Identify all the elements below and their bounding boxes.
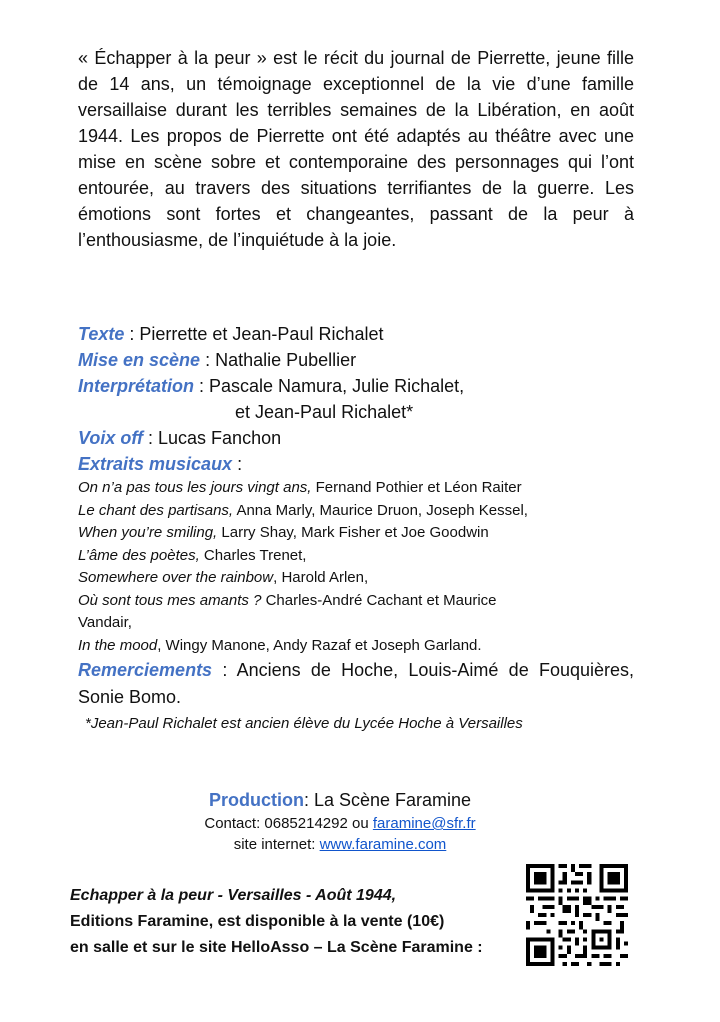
footnote: *Jean-Paul Richalet est ancien élève du Lycée Hoche à Versailles (85, 715, 523, 732)
credit-text (78, 321, 634, 347)
music-authors: , Wingy Manone, Andy Razaf et Joseph Garland. (157, 636, 482, 654)
credit-thanks (78, 657, 634, 711)
music-title: In the mood (78, 636, 158, 654)
email-link[interactable]: faramine@sfr.fr (372, 815, 476, 832)
contact-text: Contact: 0685214292 ou (204, 815, 373, 832)
production-value: : La Scène Faramine (303, 790, 472, 810)
music-item (78, 612, 634, 635)
credit-thanks-value: : Anciens de Hoche, Louis-Aimé de Fouquières, Sonie Bomo. (78, 660, 634, 707)
music-title: Où sont tous mes amants ? (78, 591, 262, 609)
credit-thanks-label: Remerciements (78, 660, 213, 680)
credit-music (78, 451, 634, 477)
credit-staging-value: : Nathalie Pubellier (200, 350, 357, 370)
production-block (0, 787, 680, 855)
credit-cast-continued: et Jean-Paul Richalet* (235, 402, 414, 422)
music-title: When you’re smiling, (78, 524, 218, 541)
site-text: site internet: (233, 836, 320, 853)
music-item (78, 522, 634, 545)
music-authors: , Harold Arlen, (273, 569, 369, 586)
credit-cast-label: Interprétation (78, 376, 195, 396)
credit-text-label: Texte (78, 324, 125, 344)
credit-cast-value: : Pascale Namura, Julie Richalet, (194, 376, 465, 396)
music-authors: Larry Shay, Mark Fisher et Joe Goodwin (217, 524, 489, 541)
credit-music-label: Extraits musicaux (78, 454, 233, 474)
book-line-3: en salle et sur le site HelloAsso – La Scène Faramine : (70, 939, 483, 956)
music-item (78, 567, 634, 590)
qr-code-icon[interactable] (526, 864, 628, 966)
production-title (0, 787, 680, 813)
credit-staging (78, 347, 634, 373)
book-title (70, 883, 530, 909)
music-authors: Charles-André Cachant et Maurice (261, 591, 497, 609)
credit-voice-label: Voix off (78, 428, 144, 448)
music-authors: Charles Trenet, (199, 546, 307, 564)
production-label: Production (208, 790, 304, 810)
music-list (78, 477, 634, 657)
production-site (0, 834, 680, 855)
intro-paragraph: « Échapper à la peur » est le récit du journal de Pierrette, jeune fille de 14 ans, un témoignage exceptionnel de la vie d’une famille versaillaise durant les terribles semaines de la Libération, en août 1944. Les propos de Pierrette ont été adaptés au théâtre avec une mise en scène sobre et contemporaine des personnages qui l’ont entourée, au travers des situations terrifiantes de la guerre. Les émotions sont fortes et changeantes, passant de la peur à l’enthousiasme, de l’inquiétude à la joie. (78, 48, 634, 250)
music-authors: Anna Marly, Maurice Druon, Joseph Kessel, (233, 501, 528, 519)
credit-voice (78, 425, 634, 451)
music-title: Somewhere over the rainbow (78, 569, 274, 586)
music-item (78, 545, 634, 568)
book-line-2: Editions Faramine, est disponible à la vente (10€) (70, 913, 445, 930)
music-item (78, 635, 634, 658)
credits-block (78, 321, 634, 732)
credit-music-value: : (232, 454, 243, 474)
music-authors: Vandair, (78, 614, 132, 631)
book-block (70, 883, 530, 961)
music-title: On n’a pas tous les jours vingt ans, (78, 479, 312, 496)
production-contact (0, 813, 680, 834)
book-title-text: Echapper à la peur - Versailles - Août 1944, (70, 887, 397, 904)
music-item (78, 590, 634, 613)
credit-text-value: : Pierrette et Jean-Paul Richalet (124, 324, 384, 344)
music-item (78, 477, 634, 500)
credit-staging-label: Mise en scène (78, 350, 201, 370)
credit-cast (78, 373, 634, 399)
credit-voice-value: : Lucas Fanchon (143, 428, 282, 448)
music-title: Le chant des partisans, (78, 501, 234, 519)
music-item (78, 500, 634, 523)
website-link[interactable]: www.faramine.com (319, 836, 447, 853)
music-title: L’âme des poètes, (78, 546, 200, 564)
music-authors: Fernand Pothier et Léon Raiter (311, 479, 522, 496)
